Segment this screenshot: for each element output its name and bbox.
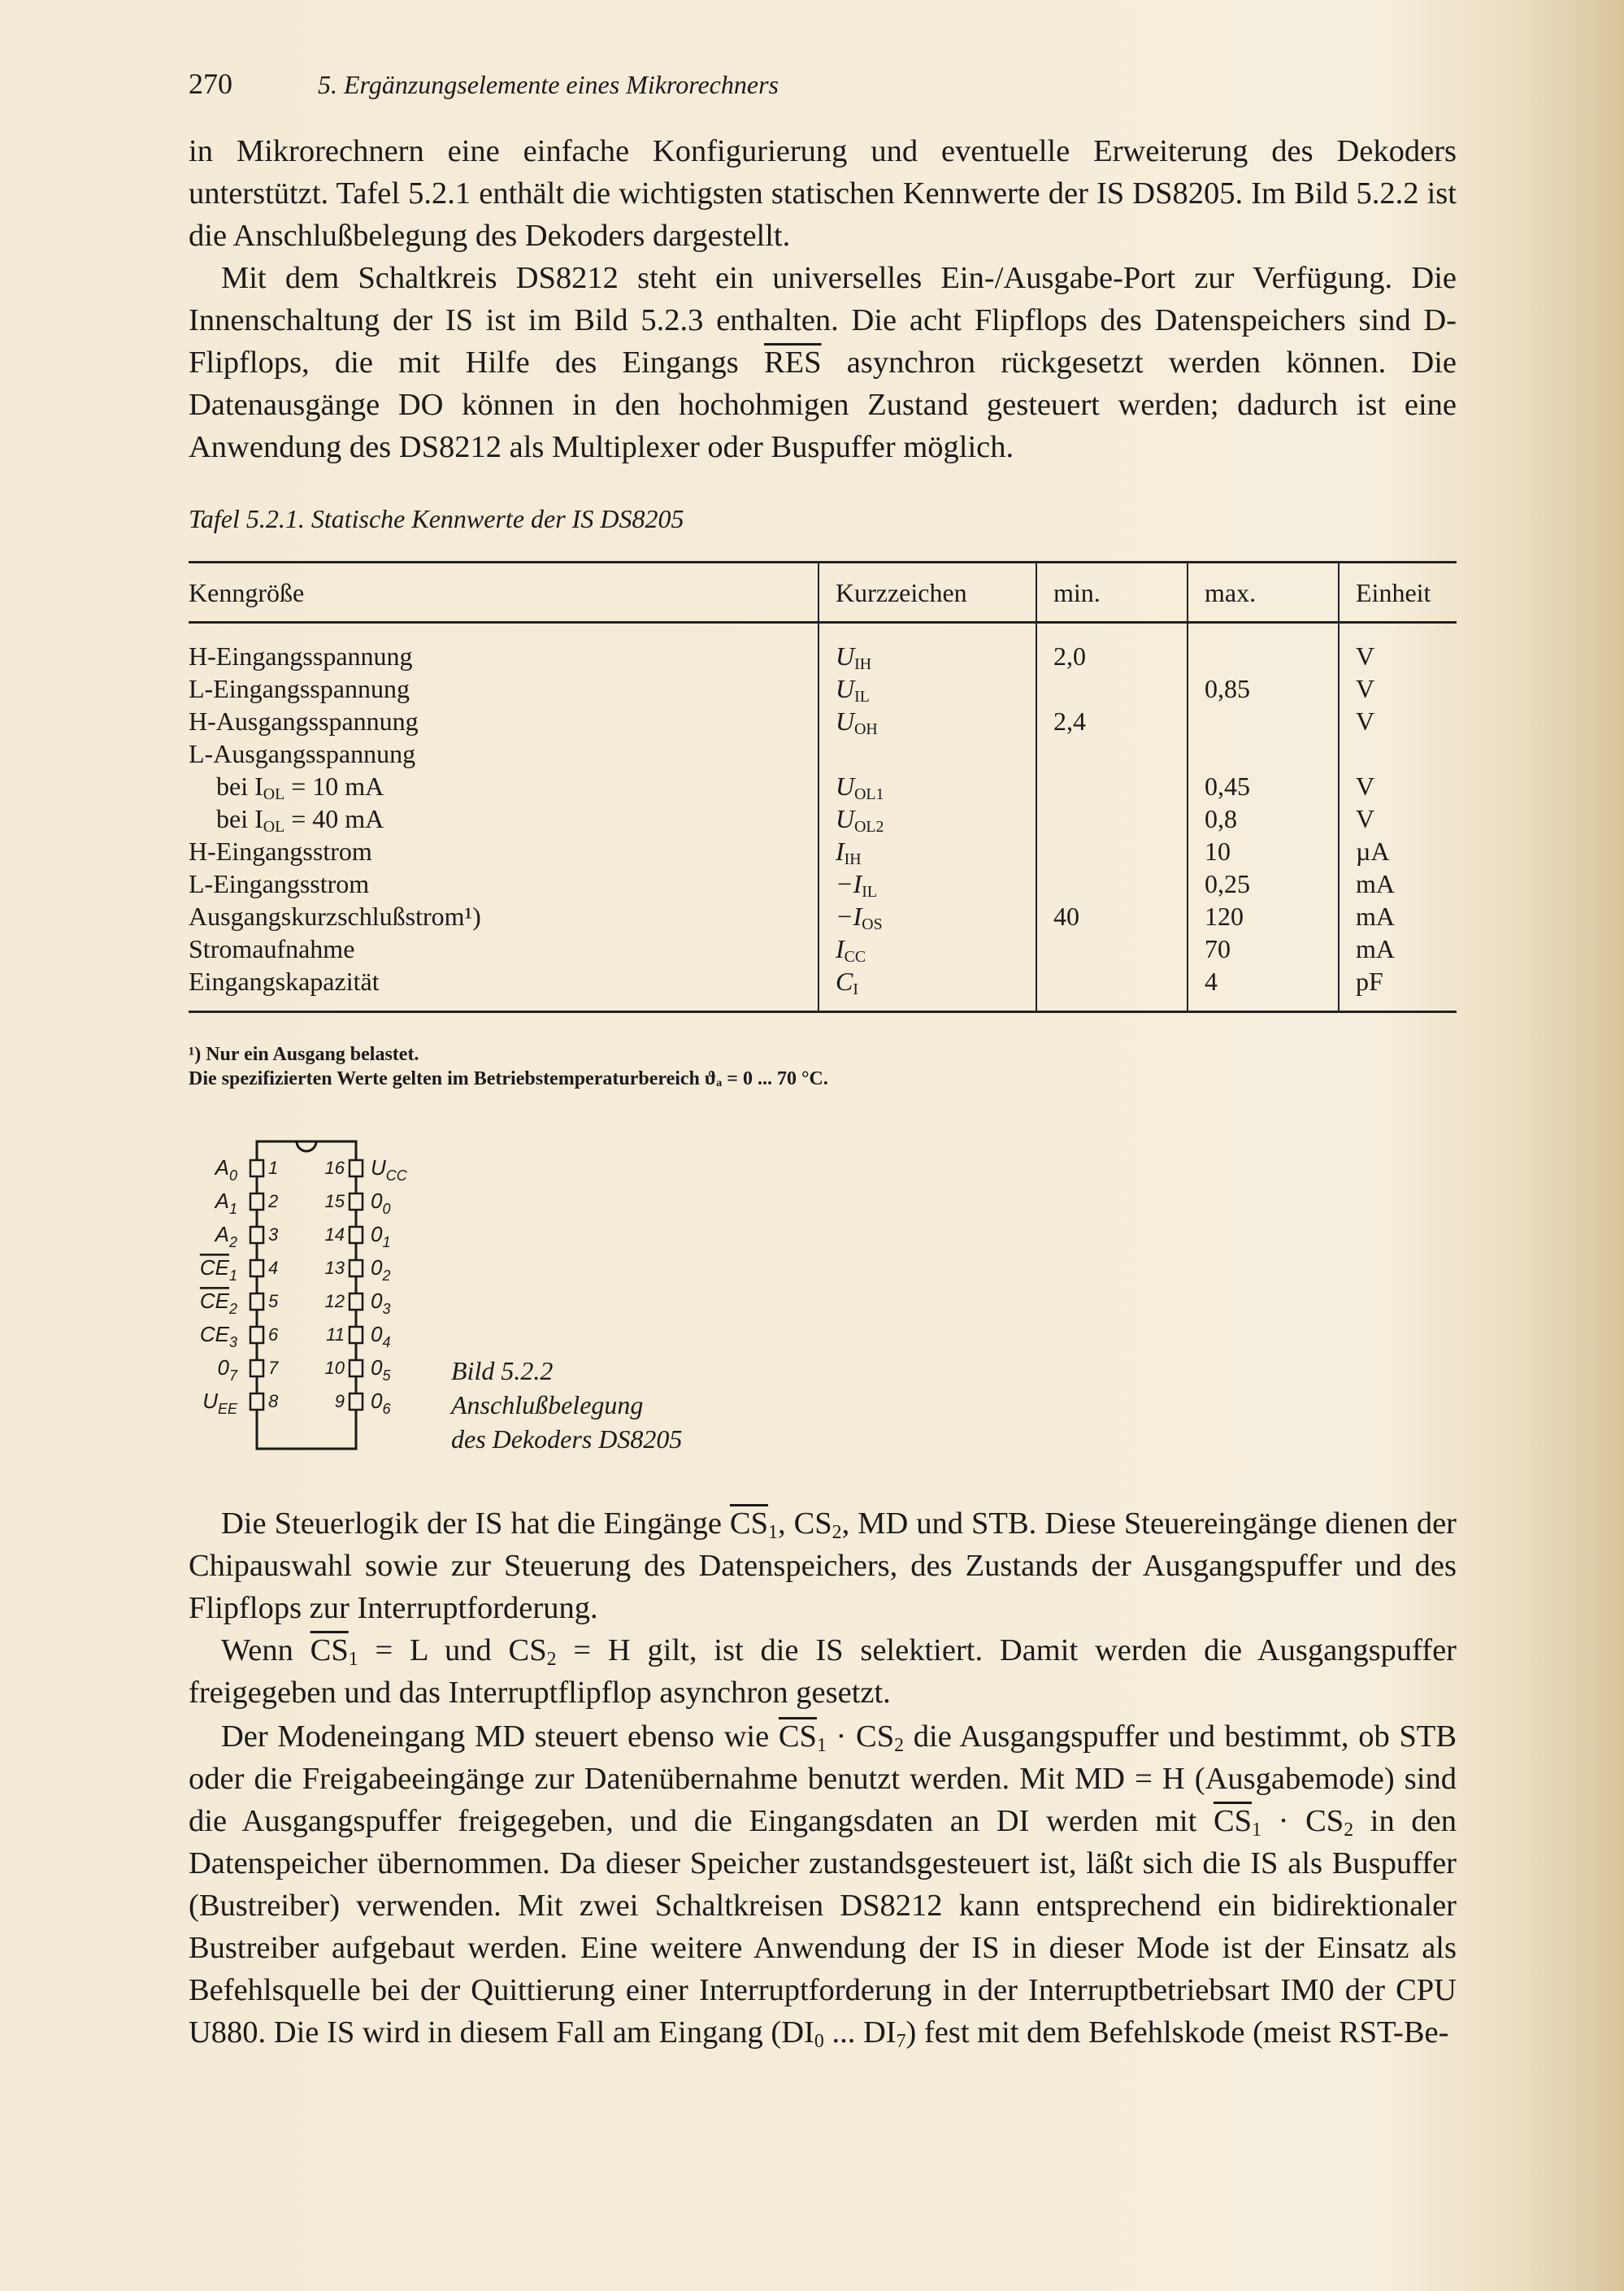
- parameter-table: [189, 561, 1457, 1013]
- cell-einheit: [1339, 739, 1457, 772]
- cell-einheit: V: [1339, 623, 1457, 675]
- table-row: [189, 967, 1457, 1012]
- pin-label: $U_{CC}$: [371, 1155, 407, 1184]
- cell-kurzzeichen: $U_{IH}$: [819, 623, 1036, 675]
- footnote-1: ¹) Nur ein Ausgang belastet.: [189, 1044, 419, 1065]
- pin-right-10: [350, 1360, 363, 1376]
- cell-min: [1036, 967, 1188, 1012]
- paragraph-1: in Mikrorechnern eine einfache Konfigurierung und eventuelle Erweiterung des Dekoders unterstützt. Tafel 5.2.1 enthält die wichtigsten statischen Kennwerte der IS DS8205. Im Bild 5.2.2 ist die Anschlußbelegung des Dekoders dargestellt.: [189, 134, 1457, 253]
- pin-number: 13: [324, 1258, 345, 1278]
- figure-caption: [451, 1354, 682, 1456]
- figure-title: Anschlußbelegung: [451, 1390, 644, 1419]
- cell-kurzzeichen: $U_{IL}$: [819, 674, 1036, 706]
- cell-kenngroesse: L-Eingangsstrom: [189, 869, 370, 898]
- pin-number: 12: [324, 1291, 345, 1311]
- pin-label: $0_1$: [371, 1222, 391, 1250]
- ic-pinout-diagram: [185, 1137, 429, 1462]
- paragraph-2: Mit dem Schaltkreis DS8212 steht ein universelles Ein-/Ausgabe-Port zur Verfügung. Die Innenschaltung der IS ist im Bild 5.2.3 enthalten. Die acht Flipflops des Datenspeichers sind D-Flipflops, die mit Hilfe des Eingangs $\overline{RES}$ asynchron rückgesetzt werden können. Die Datenausgänge DO können in den hochohmigen Zustand gesteuert werden; dadurch ist eine Anwendung des DS8212 als Multiplexer oder Buspuffer möglich.: [189, 261, 1457, 464]
- pin-label: $0_7$: [217, 1355, 237, 1384]
- figure-subtitle: des Dekoders DS8205: [451, 1424, 683, 1454]
- pin-label: $A_2$: [215, 1222, 237, 1250]
- cell-min: [1036, 869, 1188, 902]
- cell-kurzzeichen: [819, 739, 1036, 772]
- page-number: 270: [189, 67, 232, 100]
- pin-label: $CE_2$: [199, 1289, 237, 1317]
- table-row: [189, 674, 1457, 706]
- pin-label: $0_0$: [371, 1189, 391, 1217]
- pin-label: $CE_3$: [199, 1322, 237, 1350]
- cell-max: [1188, 706, 1339, 739]
- pin-left-3: [250, 1227, 263, 1243]
- pin-label: $A_1$: [215, 1189, 237, 1217]
- col-header-max: max.: [1188, 563, 1339, 623]
- cell-kenngroesse: Stromaufnahme: [189, 934, 355, 963]
- pin-number: 8: [268, 1391, 279, 1411]
- cell-max: [1188, 739, 1339, 772]
- pin-number: 15: [324, 1191, 345, 1211]
- chapter-title: 5. Ergänzungselemente eines Mikrorechners: [318, 70, 779, 99]
- pin-left-6: [250, 1327, 263, 1343]
- cell-einheit: mA: [1339, 934, 1457, 967]
- pin-label: $0_3$: [371, 1289, 391, 1317]
- pin1-notch: [297, 1141, 316, 1151]
- col-header-min: min.: [1036, 563, 1188, 623]
- cell-kurzzeichen: $-I_{OS}$: [819, 902, 1036, 934]
- res-signal: $\overline{RES}$: [763, 346, 822, 380]
- col-header-kurzzeichen: Kurzzeichen: [819, 563, 1036, 623]
- cell-min: [1036, 739, 1188, 772]
- cell-max: 0,25: [1188, 869, 1339, 902]
- pin-number: 6: [268, 1324, 279, 1345]
- paragraph-4: Wenn $\overline{CS}_1 = L$ und $CS_2 = H$ gilt, ist die IS selektiert. Damit werden die Ausgangspuffer freigegeben und das Interruptflipflop asynchron gesetzt.: [189, 1633, 1457, 1710]
- table-row: [189, 623, 1457, 675]
- table-row: [189, 706, 1457, 739]
- cell-kurzzeichen: $U_{OL2}$: [819, 804, 1036, 837]
- pin-right-15: [350, 1193, 363, 1210]
- pin-number: 10: [324, 1358, 345, 1378]
- pin-left-4: [250, 1260, 263, 1276]
- pin-number: 2: [268, 1191, 279, 1211]
- pin-label: $0_4$: [371, 1322, 391, 1350]
- cell-min: 2,4: [1036, 706, 1188, 739]
- cell-kenngroesse: H-Eingangsstrom: [189, 837, 372, 866]
- cell-einheit: V: [1339, 706, 1457, 739]
- pin-left-5: [250, 1293, 263, 1310]
- table-row: [189, 772, 1457, 804]
- table-row: [189, 934, 1457, 967]
- pin-right-12: [350, 1293, 363, 1310]
- cell-einheit: V: [1339, 804, 1457, 837]
- cell-kenngroesse: L-Ausgangsspannung: [189, 739, 416, 768]
- pin-number: 5: [268, 1291, 279, 1311]
- pin-left-8: [250, 1393, 263, 1410]
- pinout-drawing: [185, 1137, 429, 1462]
- pin-number: 7: [268, 1358, 279, 1378]
- cell-max: 120: [1188, 902, 1339, 934]
- pin-label: $A_0$: [215, 1155, 237, 1184]
- cell-kenngroesse: bei $I_{OL} = 10$ mA: [216, 772, 384, 803]
- table-row: [189, 804, 1457, 837]
- cell-max: [1188, 623, 1339, 675]
- pin-label: $0_2$: [371, 1255, 391, 1284]
- col-header-einheit: Einheit: [1339, 563, 1457, 623]
- cell-einheit: mA: [1339, 902, 1457, 934]
- cell-kenngroesse: H-Ausgangsspannung: [189, 706, 419, 736]
- paragraph-5: Der Modeneingang MD steuert ebenso wie $\overline{CS}_1 \cdot CS_2$ die Ausgangspuffer und bestimmt, ob STB oder die Freigabeeingänge zur Datenübernahme benutzt werden. Mit MD = H (Ausgabemode) sind die Ausgangspuffer freigegeben, und die Eingangsdaten an DI werden mit $\overline{CS}_1 \cdot CS_2$ in den Datenspeicher übernommen. Da dieser Speicher zustandsgesteuert ist, läßt sich die IS als Buspuffer (Bustreiber) verwenden. Mit zwei Schaltkreisen DS8212 kann entsprechend ein bidirektionaler Bustreiber aufgebaut werden. Eine weitere Anwendung der IS in dieser Mode ist der Einsatz als Befehlsquelle bei der Quittierung einer Interruptforderung in der Interruptbetriebsart IM0 der CPU U880. Die IS wird in diesem Fall am Eingang ($DI_0$ ... $DI_7$) fest mit dem Befehlskode (meist RST-Be-: [189, 1719, 1457, 2052]
- pin-label: $CE_1$: [199, 1255, 237, 1284]
- pin-number: 1: [268, 1158, 279, 1178]
- cell-kurzzeichen: $U_{OL1}$: [819, 772, 1036, 804]
- figure-number: Bild 5.2.2: [451, 1356, 554, 1385]
- cell-kurzzeichen: $I_{CC}$: [819, 934, 1036, 967]
- pin-left-1: [250, 1160, 263, 1176]
- cell-min: [1036, 804, 1188, 837]
- pin-label: $0_5$: [371, 1355, 391, 1384]
- pin-right-9: [350, 1393, 363, 1410]
- pin-number: 16: [324, 1158, 345, 1178]
- cell-einheit: V: [1339, 674, 1457, 706]
- cell-kenngroesse: Eingangskapazität: [189, 967, 819, 1012]
- cell-kenngroesse: L-Eingangsspannung: [189, 674, 410, 703]
- pin-label: $0_6$: [371, 1389, 391, 1417]
- cell-max: 0,8: [1188, 804, 1339, 837]
- cell-max: 10: [1188, 837, 1339, 869]
- cell-min: 2,0: [1036, 623, 1188, 675]
- pin-number: 3: [268, 1224, 279, 1245]
- page-header: [189, 67, 779, 101]
- cell-min: [1036, 772, 1188, 804]
- table-row: [189, 739, 1457, 772]
- cell-max: 70: [1188, 934, 1339, 967]
- cell-einheit: V: [1339, 772, 1457, 804]
- cell-max: 0,45: [1188, 772, 1339, 804]
- cell-kurzzeichen: $U_{OH}$: [819, 706, 1036, 739]
- table-row: [189, 869, 1457, 902]
- cell-max: 0,85: [1188, 674, 1339, 706]
- table-caption: Tafel 5.2.1. Statische Kennwerte der IS DS8205: [189, 504, 684, 533]
- cell-min: [1036, 837, 1188, 869]
- cell-max: 4: [1188, 967, 1339, 1012]
- cell-kurzzeichen: $I_{IH}$: [819, 837, 1036, 869]
- pin-label: $U_{EE}$: [202, 1389, 237, 1417]
- pin-right-11: [350, 1327, 363, 1343]
- pin-number: 4: [268, 1258, 279, 1278]
- cell-min: [1036, 934, 1188, 967]
- table-row: [189, 902, 1457, 934]
- cell-min: 40: [1036, 902, 1188, 934]
- col-header-kenngroesse: Kenngröße: [189, 563, 819, 623]
- cell-kurzzeichen: $-I_{IL}$: [819, 869, 1036, 902]
- table-row: [189, 837, 1457, 869]
- pin-left-7: [250, 1360, 263, 1376]
- cell-kenngroesse: Ausgangskurzschlußstrom¹): [189, 902, 481, 931]
- cell-einheit: pF: [1339, 967, 1457, 1012]
- pin-number: 14: [324, 1224, 345, 1245]
- pin-number: 11: [326, 1324, 345, 1345]
- paragraph-3: Die Steuerlogik der IS hat die Eingänge $\overline{CS}_1$, $CS_2$, MD und STB. Diese Steuereingänge dienen der Chipauswahl sowie zur Steuerung des Datenspeichers, des Zustands der Ausgangspuffer und des Flipflops zur Interruptforderung.: [189, 1506, 1457, 1625]
- cell-min: [1036, 674, 1188, 706]
- pin-right-13: [350, 1260, 363, 1276]
- pin-number: 9: [334, 1391, 345, 1411]
- footnote-2: Die spezifizierten Werte gelten im Betriebstemperaturbereich ϑₐ = 0 ... 70 °C.: [189, 1068, 828, 1089]
- cell-kenngroesse: H-Eingangsspannung: [189, 641, 413, 671]
- pin-right-14: [350, 1227, 363, 1243]
- pin-right-16: [350, 1160, 363, 1176]
- cell-einheit: mA: [1339, 869, 1457, 902]
- cell-kurzzeichen: $C_I$: [819, 967, 1036, 1012]
- table-footnotes: [189, 1042, 828, 1091]
- table-header-row: [189, 563, 1457, 623]
- cell-einheit: µA: [1339, 837, 1457, 869]
- cell-kenngroesse: bei $I_{OL} = 40$ mA: [216, 804, 384, 836]
- pin-left-2: [250, 1193, 263, 1210]
